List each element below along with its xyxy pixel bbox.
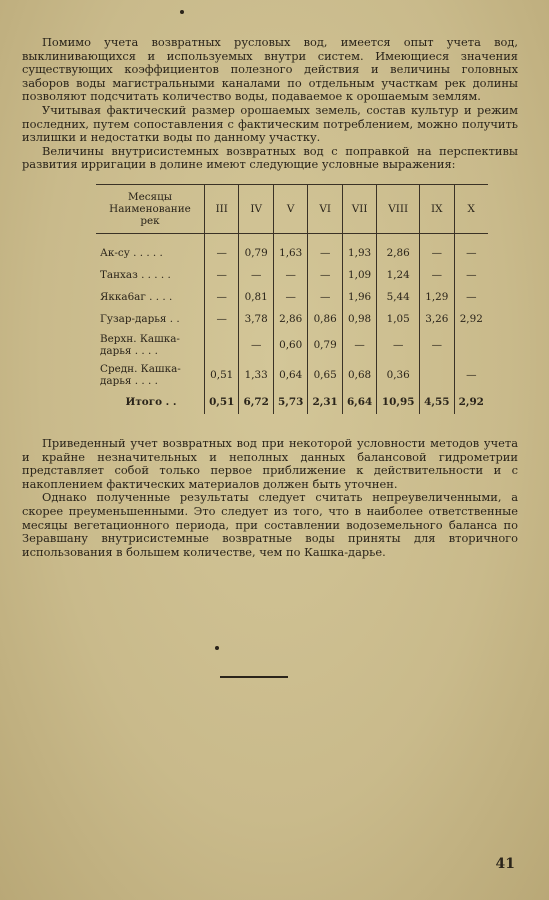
table-cell: 1,05 bbox=[377, 308, 420, 330]
paragraph: Помимо учета возвратных русловых вод, имеется опыт учета вод, выклинивающихся и используемых внутри систем. Имеющиеся значения существующих коэффициентов полезного действия и величины головных заборов воды магистральными каналами по отдельным участкам рек долины позволяют подсчитать количество воды, подаваемое к орошаемым землям. bbox=[22, 35, 518, 104]
month-header: V bbox=[273, 185, 307, 234]
table-cell: 0,79 bbox=[308, 330, 342, 360]
table-cell: — bbox=[239, 264, 273, 286]
month-header: X bbox=[454, 185, 488, 234]
paragraph: Величины внутрисистемных возвратных вод с поправкой на перспективы развития ирригации в долине имеют следующие условные выражения: bbox=[22, 143, 518, 172]
total-cell: 4,55 bbox=[420, 390, 454, 414]
river-name: Средн. Кашка-дарья . . . . bbox=[100, 363, 181, 387]
table-cell: 0,98 bbox=[342, 308, 376, 330]
table-row bbox=[96, 308, 488, 330]
table-cell: — bbox=[308, 286, 342, 308]
table-row bbox=[96, 360, 488, 390]
river-name: Гузар-дарья . . bbox=[100, 313, 180, 325]
table-total-row bbox=[96, 390, 488, 414]
table-cell: 1,09 bbox=[342, 264, 376, 286]
table-cell bbox=[454, 330, 488, 360]
total-cell: 10,95 bbox=[377, 390, 420, 414]
return-water-table bbox=[96, 184, 488, 414]
table-cell: 0,51 bbox=[205, 360, 239, 390]
table-cell: — bbox=[205, 264, 239, 286]
table-cell: — bbox=[377, 330, 420, 360]
month-header: VI bbox=[308, 185, 342, 234]
table-cell: 5,44 bbox=[377, 286, 420, 308]
table-row bbox=[96, 234, 488, 265]
table-cell: — bbox=[420, 234, 454, 265]
river-name: Якка6аг . . . . bbox=[100, 291, 173, 303]
table-cell: — bbox=[454, 234, 488, 265]
table-cell: — bbox=[420, 330, 454, 360]
table-cell: — bbox=[454, 264, 488, 286]
month-header: IX bbox=[420, 185, 454, 234]
paragraph: Приведенный учет возвратных вод при некоторой условности методов учета и крайне незначительных и неполных данных балансовой гидрометрии представляет собой только первое приближение к действительности и с накоплением фактических материалов должен быть уточнен. bbox=[22, 436, 518, 491]
total-cell: 2,92 bbox=[454, 390, 488, 414]
table-cell bbox=[420, 360, 454, 390]
total-cell: 5,73 bbox=[273, 390, 307, 414]
table-cell: 0,36 bbox=[377, 360, 420, 390]
table-cell: 0,79 bbox=[239, 234, 273, 265]
table-row bbox=[96, 330, 488, 360]
table-cell: — bbox=[273, 286, 307, 308]
paragraph: Однако полученные результаты следует считать непреувеличенными, а скорее преуменьшенными. Это следует из того, что в наиболее ответственные месяцы вегетационного периода, при составлении водоземельного баланса по Зеравшану внутрисистемные возвратные воды приняты для вторичного использования в большем количестве, чем по Кашка-дарье. bbox=[22, 490, 518, 559]
table-row bbox=[96, 264, 488, 286]
table-header-row bbox=[96, 185, 488, 234]
table-cell: 0,68 bbox=[342, 360, 376, 390]
header-name-cell bbox=[96, 185, 205, 234]
text-block-top bbox=[22, 36, 518, 172]
page-number: 41 bbox=[495, 856, 515, 872]
table-cell: 1,24 bbox=[377, 264, 420, 286]
table-cell: 2,92 bbox=[454, 308, 488, 330]
table-cell: 1,33 bbox=[239, 360, 273, 390]
table-cell: 0,86 bbox=[308, 308, 342, 330]
table-cell: 2,86 bbox=[273, 308, 307, 330]
header-rivers-label: рек bbox=[140, 215, 160, 227]
table-cell: 1,29 bbox=[420, 286, 454, 308]
table-cell: 0,64 bbox=[273, 360, 307, 390]
table-cell: — bbox=[342, 330, 376, 360]
table-cell: 0,81 bbox=[239, 286, 273, 308]
table-cell: — bbox=[308, 264, 342, 286]
section-rule bbox=[220, 676, 288, 678]
header-months-label: Месяцы bbox=[127, 191, 173, 203]
total-cell: 6,64 bbox=[342, 390, 376, 414]
total-cell: 0,51 bbox=[205, 390, 239, 414]
ink-dot bbox=[215, 646, 219, 650]
river-name: Танхаз . . . . . bbox=[100, 269, 171, 281]
month-header: VIII bbox=[377, 185, 420, 234]
table-cell: — bbox=[454, 360, 488, 390]
table-cell: 0,65 bbox=[308, 360, 342, 390]
table-cell: 2,86 bbox=[377, 234, 420, 265]
table-cell bbox=[205, 330, 239, 360]
table-cell: — bbox=[273, 264, 307, 286]
table-cell: 3,26 bbox=[420, 308, 454, 330]
month-header: III bbox=[205, 185, 239, 234]
table-cell: — bbox=[205, 234, 239, 265]
table-row bbox=[96, 286, 488, 308]
month-header: IV bbox=[239, 185, 273, 234]
month-header: VII bbox=[342, 185, 376, 234]
table-cell: 3,78 bbox=[239, 308, 273, 330]
table-cell: 1,63 bbox=[273, 234, 307, 265]
table-cell: 1,93 bbox=[342, 234, 376, 265]
total-cell: 2,31 bbox=[308, 390, 342, 414]
table-cell: — bbox=[420, 264, 454, 286]
river-name: Верхн. Кашка-дарья . . . . bbox=[100, 333, 180, 357]
header-name-label: Наименование bbox=[109, 203, 191, 215]
table-cell: — bbox=[308, 234, 342, 265]
total-cell: 6,72 bbox=[239, 390, 273, 414]
text-block-bottom bbox=[22, 437, 518, 559]
table bbox=[96, 184, 488, 414]
table-cell: — bbox=[205, 286, 239, 308]
table-cell: — bbox=[454, 286, 488, 308]
river-name: Ак-су . . . . . bbox=[100, 247, 163, 259]
total-label: Итого . . bbox=[125, 396, 177, 408]
ink-speck bbox=[180, 10, 184, 14]
paragraph: Учитывая фактический размер орошаемых земель, состав культур и режим последних, путем сопоставления с фактическим потреблением, можно получить излишки и недостатки воды по данному участку. bbox=[22, 102, 518, 145]
table-cell: 0,60 bbox=[273, 330, 307, 360]
table-cell: — bbox=[239, 330, 273, 360]
table-cell: — bbox=[205, 308, 239, 330]
table-cell: 1,96 bbox=[342, 286, 376, 308]
